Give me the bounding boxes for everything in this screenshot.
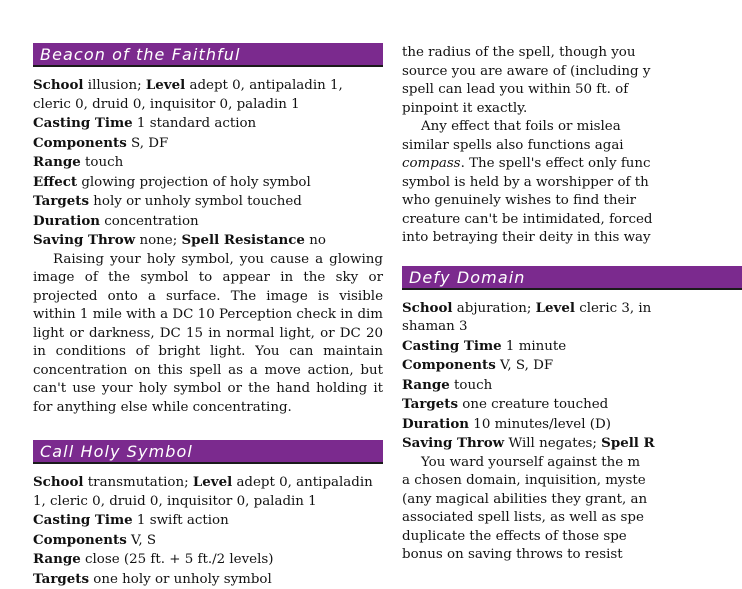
- saving-throw-line: Saving Throw none; Spell Resistance no: [33, 231, 383, 251]
- school-line: School abjuration; Level cleric 3, in: [402, 299, 742, 319]
- spell-title-banner: Defy Domain: [402, 266, 742, 290]
- text-line: compass. The spell's effect only func: [402, 155, 742, 174]
- text-line: a chosen domain, inquisition, myste: [402, 472, 742, 491]
- spell-reference: compass: [402, 156, 461, 171]
- spell-stat-block: [33, 473, 383, 589]
- school-line: School illusion; Level adept 0, antipaladin 1, cleric 0, druid 0, inquisitor 0, paladin 1: [33, 76, 383, 114]
- school-line: School transmutation; Level adept 0, antipaladin 1, cleric 0, druid 0, inquisitor 0, paladin 1: [33, 473, 383, 511]
- text-line: associated spell lists, as well as spe: [402, 509, 742, 528]
- text-line: (any magical abilities they grant, an: [402, 491, 742, 510]
- text-line: symbol is held by a worshipper of th: [402, 174, 742, 193]
- effect-line: Effect glowing projection of holy symbol: [33, 173, 383, 193]
- text-line: spell can lead you within 50 ft. of: [402, 81, 742, 100]
- text-line: bonus on saving throws to resist: [402, 546, 742, 565]
- spell-description: [402, 454, 742, 565]
- duration-line: Duration concentration: [33, 212, 383, 232]
- text-line: Any effect that foils or mislea: [402, 118, 742, 137]
- spell-stat-block: [33, 76, 383, 251]
- range-line: Range close (25 ft. + 5 ft./2 levels): [33, 550, 383, 570]
- continued-text: [402, 44, 742, 118]
- text-line: source you are aware of (including y: [402, 63, 742, 82]
- casting-time-line: Casting Time 1 swift action: [33, 511, 383, 531]
- text-line: similar spells also functions agai: [402, 137, 742, 156]
- text-line: pinpoint it exactly.: [402, 100, 742, 119]
- spell-title-banner: Beacon of the Faithful: [33, 43, 383, 67]
- text-line: You ward yourself against the m: [402, 454, 742, 473]
- range-line: Range touch: [402, 376, 742, 396]
- text-line: creature can't be intimidated, forced: [402, 211, 742, 230]
- duration-line: Duration 10 minutes/level (D): [402, 415, 742, 435]
- targets-line: Targets holy or unholy symbol touched: [33, 192, 383, 212]
- components-line: Components V, S: [33, 531, 383, 551]
- text-line: into betraying their deity in this way: [402, 229, 742, 248]
- components-line: Components V, S, DF: [402, 356, 742, 376]
- text-line: who genuinely wishes to find their: [402, 192, 742, 211]
- right-column: [402, 44, 625, 565]
- paragraph: [402, 118, 742, 248]
- targets-line: Targets one creature touched: [402, 395, 742, 415]
- components-line: Components S, DF: [33, 134, 383, 154]
- saving-throw-line: Saving Throw Will negates; Spell R: [402, 434, 742, 454]
- spell-stat-block: [402, 299, 742, 454]
- level-continued-line: shaman 3: [402, 318, 742, 337]
- spell-description: Raising your holy symbol, you cause a glowing image of the symbol to appear in the sky or projected onto a surface. The image is visible within 1 mile with a DC 10 Perception check in dim light or darkness, DC 15 in normal light, or DC 20 in conditions of bright light. You can maintain concentration on this spell as a move action, but can't use your holy symbol or the hand holding it for anything else while concentrating.: [33, 251, 383, 418]
- targets-line: Targets one holy or unholy symbol: [33, 570, 383, 589]
- casting-time-line: Casting Time 1 minute: [402, 337, 742, 357]
- spell-title-banner: Call Holy Symbol: [33, 440, 383, 464]
- range-line: Range touch: [33, 153, 383, 173]
- text-line: duplicate the effects of those spe: [402, 528, 742, 547]
- casting-time-line: Casting Time 1 standard action: [33, 114, 383, 134]
- text-line: the radius of the spell, though you: [402, 44, 742, 63]
- left-column: [33, 43, 383, 589]
